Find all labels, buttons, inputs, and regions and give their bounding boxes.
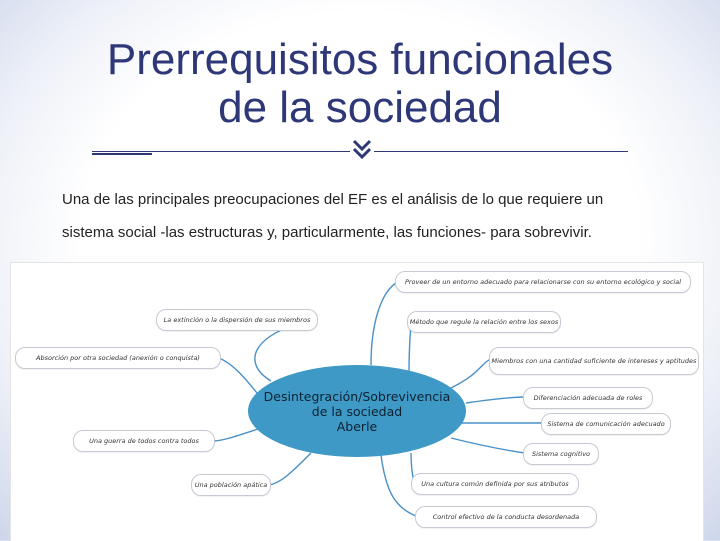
- center-line-2: de la sociedad: [311, 403, 403, 419]
- map-node-entorno: Proveer de un entorno adecuado para relacionarse con su entorno ecológico y social: [395, 271, 691, 293]
- map-node-cognitivo: Sistema cognitivo: [523, 443, 599, 465]
- map-node-relacion-sexos: Método que regule la relación entre los sexos: [407, 311, 561, 333]
- title-rule-right: [374, 151, 628, 152]
- title-line-2: de la sociedad: [218, 83, 502, 132]
- map-node-absorcion: Absorción por otra sociedad (anexión o conquista): [15, 347, 221, 369]
- center-line-1: Desintegración/Sobrevivencia: [263, 388, 451, 404]
- intro-paragraph: [62, 183, 702, 249]
- map-node-guerra: Una guerra de todos contra todos: [73, 430, 215, 452]
- double-chevron-down-icon: [349, 137, 375, 163]
- title-rule-left: [92, 151, 350, 152]
- map-node-cultura: Una cultura común definida por sus atributos: [411, 473, 579, 495]
- map-node-control: Control efectivo de la conducta desordenada: [415, 506, 597, 528]
- map-node-miembros: Miembros con una cantidad suficiente de intereses y aptitudes: [489, 347, 699, 375]
- center-node: [248, 365, 466, 457]
- paragraph-line-1: Una de las principales preocupaciones del EF es el análisis de lo que requiere un: [62, 191, 604, 208]
- map-node-roles: Diferenciación adecuada de roles: [523, 387, 653, 409]
- branch-left-3: [213, 428, 261, 441]
- slide-title: [0, 36, 720, 132]
- branch-right-4: [466, 397, 525, 403]
- center-line-3: Aberle: [336, 418, 378, 434]
- branch-right-3: [451, 359, 491, 388]
- map-node-extincion: La extinción o la dispersión de sus miembros: [156, 309, 318, 331]
- branch-left-4: [269, 453, 311, 485]
- title-rule-accent: [92, 153, 152, 155]
- paragraph-line-2: sistema social -las estructuras y, particularmente, las funciones- para sobrevivir.: [62, 224, 592, 241]
- branch-left-2: [219, 358, 257, 393]
- branch-right-6: [451, 438, 525, 453]
- mind-map-image: [10, 262, 704, 541]
- map-node-comunicacion: Sistema de comunicación adecuado: [541, 413, 671, 435]
- title-line-1: Prerrequisitos funcionales: [106, 35, 614, 84]
- branch-right-1: [371, 283, 396, 365]
- map-node-poblacion-apatica: Una población apática: [191, 474, 271, 496]
